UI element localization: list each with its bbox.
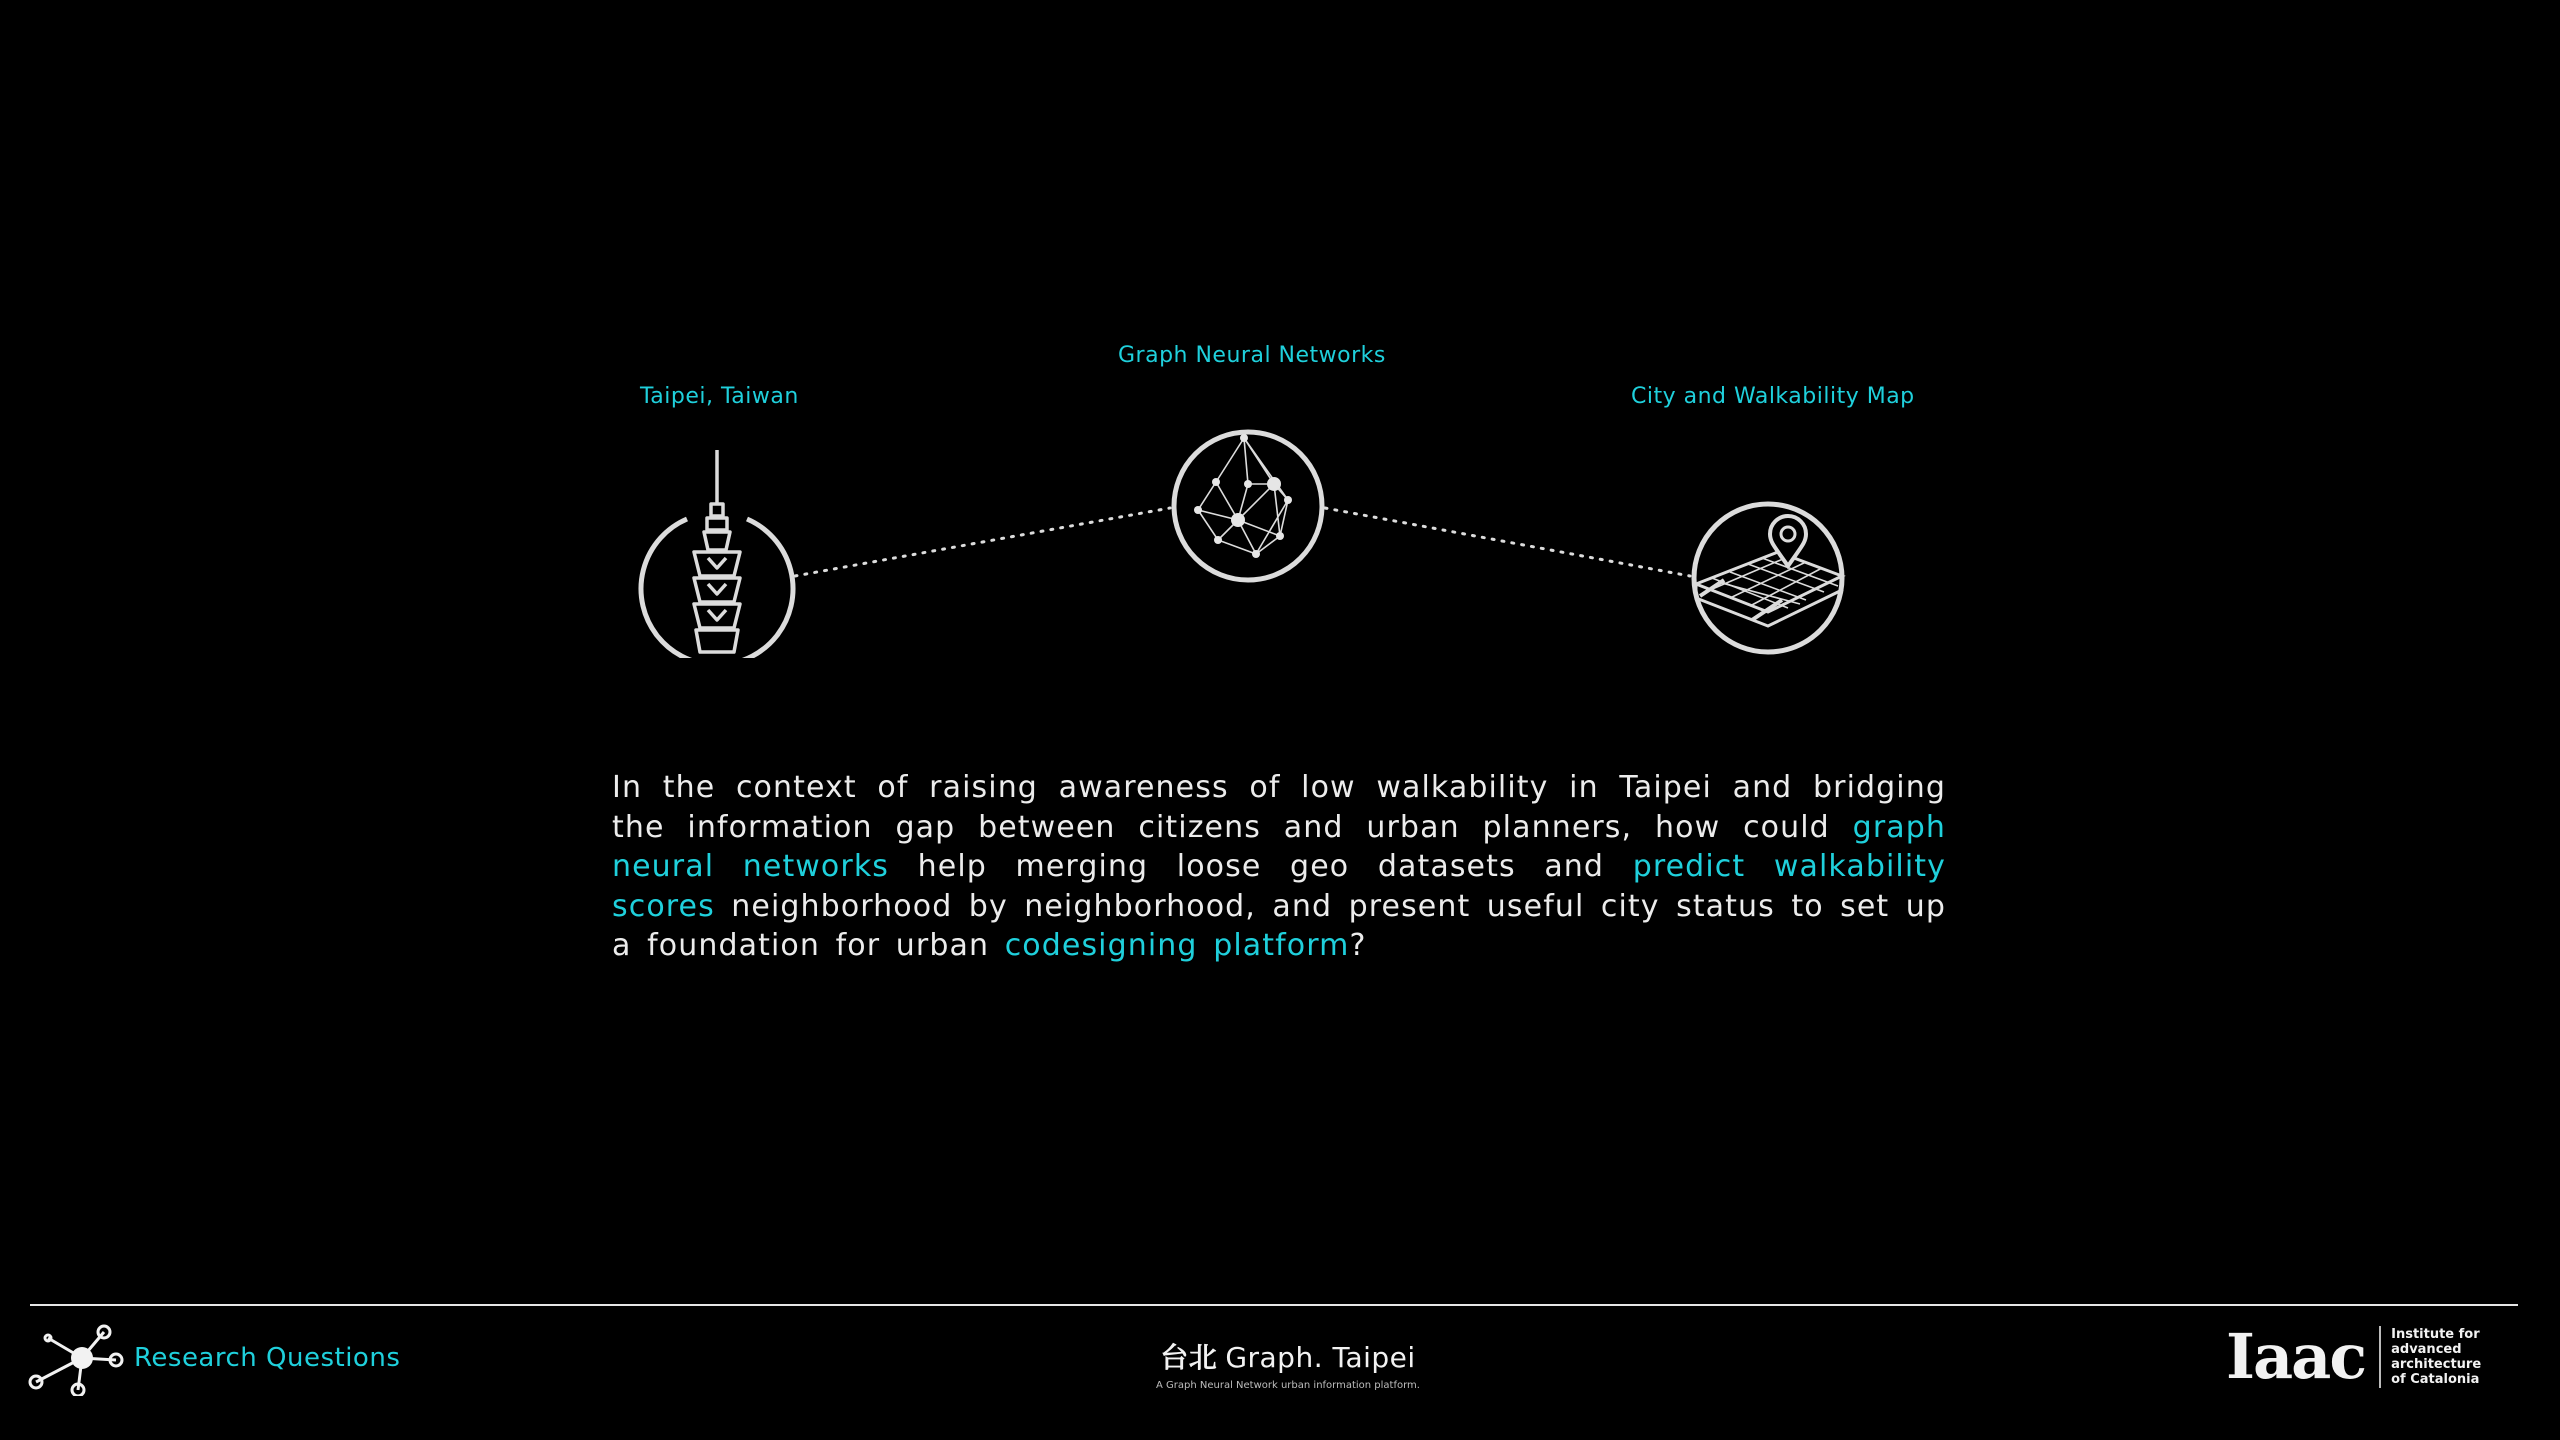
research-question-paragraph	[612, 768, 1946, 966]
connector-taipei-gnn	[795, 508, 1170, 576]
iaac-logo-text: Institute for advanced architecture of Catalonia	[2391, 1327, 2482, 1387]
network-hub-icon	[28, 1320, 124, 1396]
brand-tagline: A Graph Neural Network urban information platform.	[1156, 1380, 1420, 1391]
map-pin-icon	[1690, 500, 1846, 656]
iaac-logo-mark: Iaac	[2226, 1320, 2366, 1393]
brand-title-en: Graph. Taipei	[1225, 1341, 1416, 1374]
connector-gnn-map	[1325, 508, 1690, 576]
question-text-2: help merging loose geo datasets and	[889, 849, 1633, 884]
brand-block	[1156, 1336, 1420, 1391]
section-title: Research Questions	[134, 1343, 401, 1373]
question-text-1: In the context of raising awareness of low walkability in Taipei and bridging the information gap between citizens and urban planners, how could	[612, 770, 1946, 845]
node-label-map: City and Walkability Map	[1631, 384, 1915, 409]
node-label-taipei: Taipei, Taiwan	[640, 384, 799, 409]
highlight-graph-neural-networks: graph neural networks	[612, 809, 1946, 884]
brand-title	[1156, 1336, 1420, 1376]
highlight-codesigning-platform: codesigning platform	[1004, 928, 1350, 963]
question-text-3: neighborhood by neighborhood, and present useful city status to set up a foundation for urban	[612, 888, 1946, 963]
question-text-4: ?	[1349, 928, 1367, 963]
taipei-101-tower-icon	[632, 446, 802, 658]
graph-network-icon	[1168, 426, 1328, 586]
brand-title-zh: 台北	[1160, 1341, 1218, 1374]
logo-separator	[2379, 1326, 2381, 1388]
iaac-logo	[2226, 1320, 2482, 1393]
footer-divider	[30, 1304, 2518, 1306]
highlight-predict-walkability: predict walkability scores	[612, 849, 1946, 924]
node-label-gnn: Graph Neural Networks	[1118, 343, 1386, 368]
